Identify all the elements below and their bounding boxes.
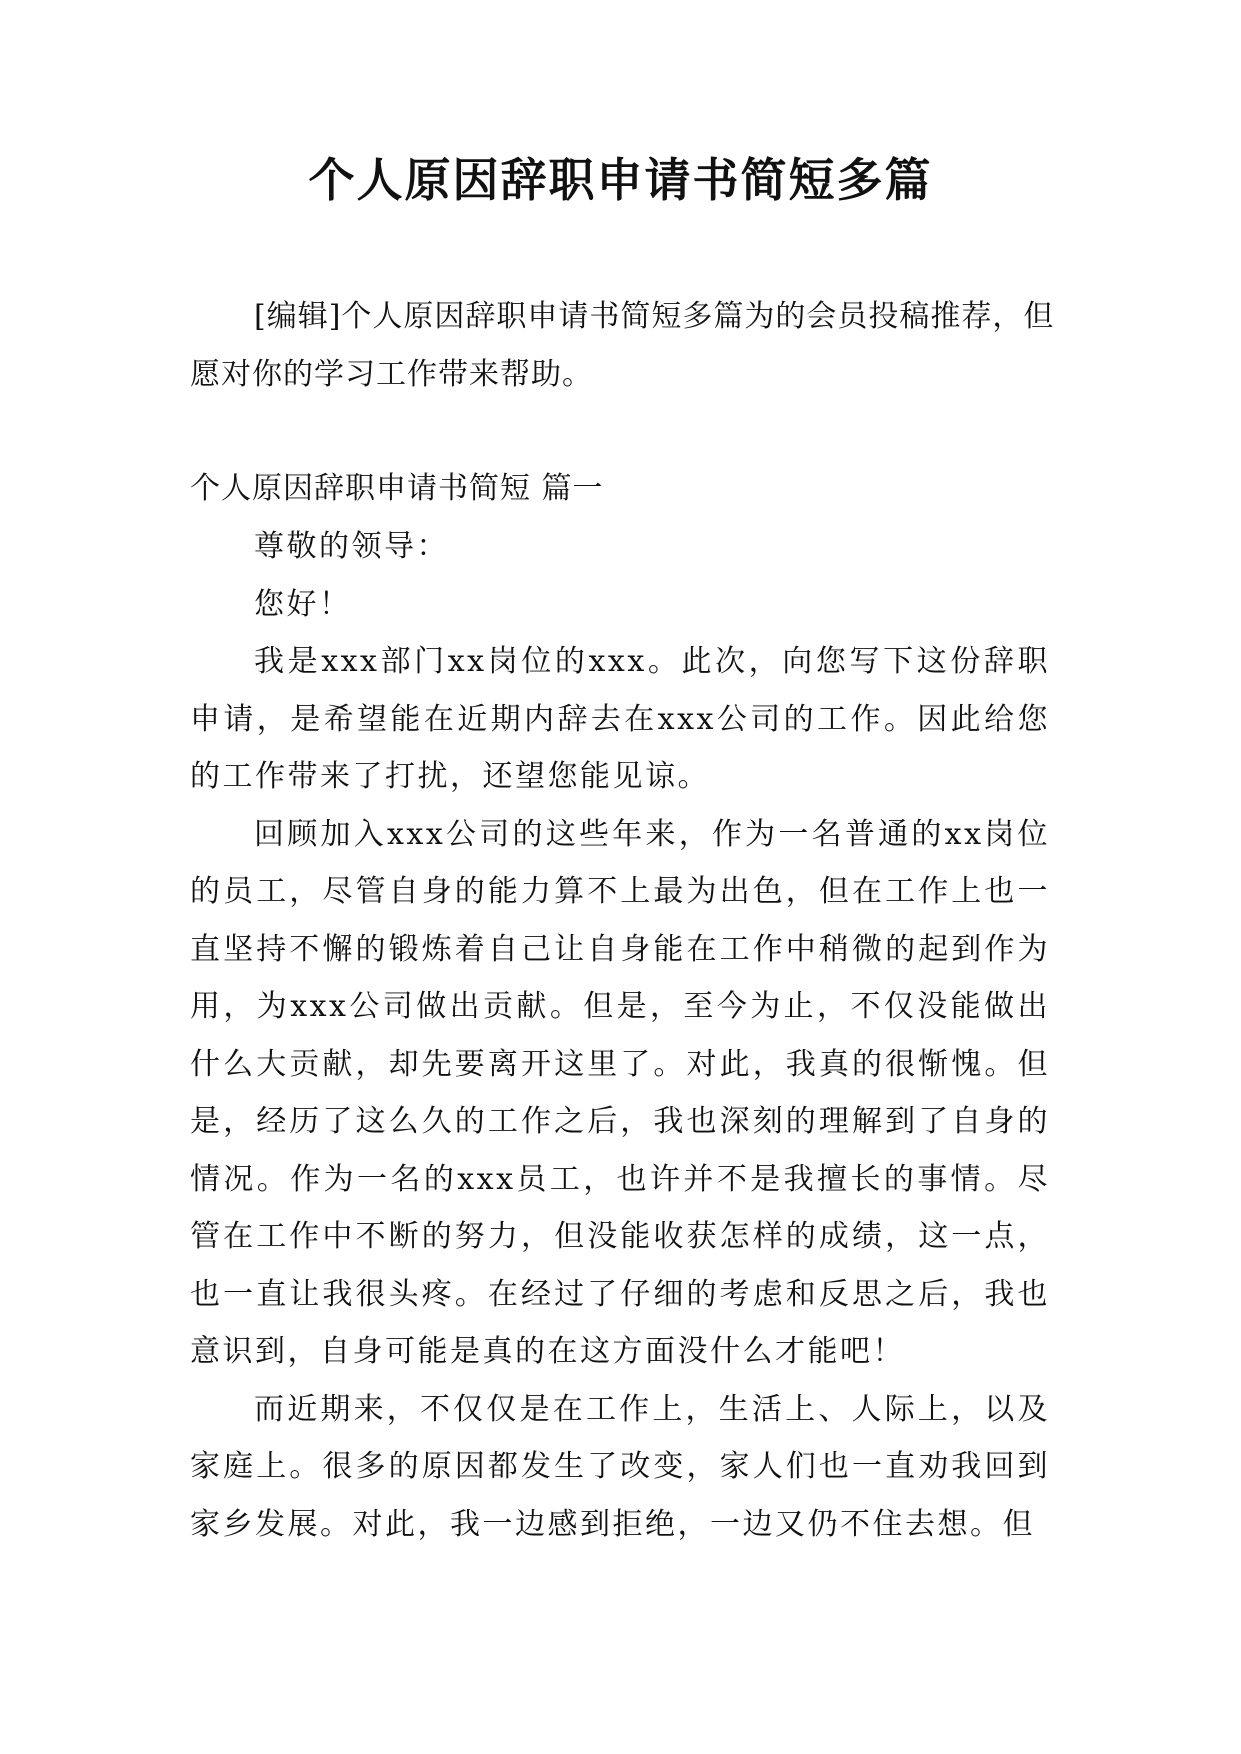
salutation: 尊敬的领导： bbox=[254, 529, 449, 564]
section-heading: 个人原因辞职申请书简短 篇一 bbox=[190, 471, 604, 506]
intro-paragraph: [编辑]个人原因辞职申请书简短多篇为的会员投稿推荐，但愿对你的学习工作带来帮助。 bbox=[190, 299, 1055, 392]
document-body bbox=[190, 460, 1050, 1553]
body-paragraph-3: 而近期来，不仅仅是在工作上，生活上、人际上，以及家庭上。很多的原因都发生了改变，家人们也一直劝我回到家乡发展。对此，我一边感到拒绝，一边又仍不住去想。但 bbox=[190, 1391, 1050, 1542]
body-paragraph-1: 我是xxx部门xx岗位的xxx。此次，向您写下这份辞职申请，是希望能在近期内辞去在xxx公司的工作。因此给您的工作带来了打扰，还望您能见谅。 bbox=[190, 644, 1050, 794]
body-paragraph-2: 回顾加入xxx公司的这些年来，作为一名普通的xx岗位的员工，尽管自身的能力算不上最为出色，但在工作上也一直坚持不懈的锻炼着自己让自身能在工作中稍微的起到作为用，为xxx公司做出贡献。但是，至今为止，不仅没能做出什么大贡献，却先要离开这里了。对此，我真的很惭愧。但是，经历了这么久的工作之后，我也深刻的理解到了自身的情况。作为一名的xxx员工，也许并不是我擅长的事情。尽管在工作中不断的努力，但没能收获怎样的成绩，这一点，也一直让我很头疼。在经过了仔细的考虑和反思之后，我也意识到，自身可能是真的在这方面没什么才能吧！ bbox=[190, 816, 1050, 1369]
greeting: 您好！ bbox=[254, 586, 352, 622]
document-title: 个人原因辞职申请书简短多篇 bbox=[308, 153, 933, 207]
